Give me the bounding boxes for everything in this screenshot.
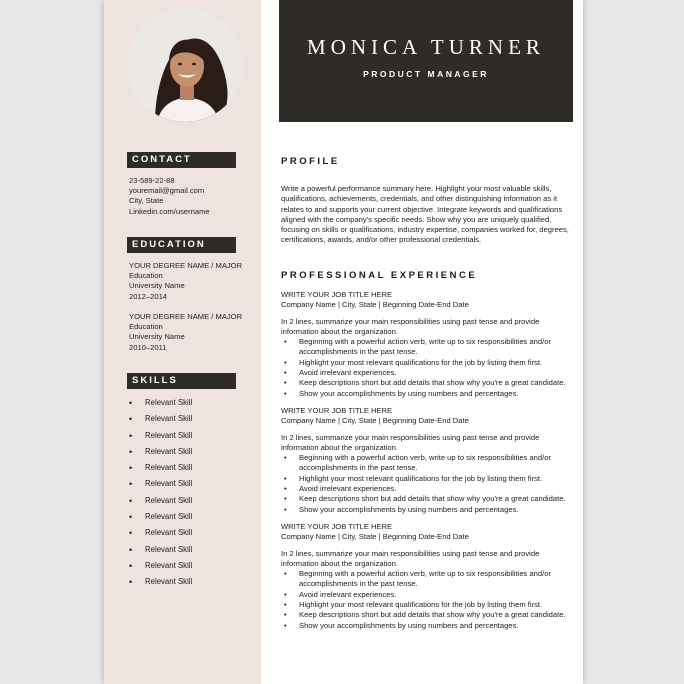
skill-item: • Relevant Skill (129, 543, 192, 559)
skill-item: • Relevant Skill (129, 429, 192, 445)
job-entry (281, 522, 577, 631)
education-degree: YOUR DEGREE NAME / MAJOR (129, 261, 243, 270)
job-title: WRITE YOUR JOB TITLE HERE (281, 290, 393, 299)
job-bullet: • Show your accomplishments by using numbers and percentages. (281, 389, 577, 399)
job-bullet: • Show your accomplishments by using numbers and percentages. (281, 621, 577, 631)
portrait-icon (127, 8, 243, 122)
profile-text: Write a powerful performance summary here. Highlight your most valuable skills, qualifications, achievements, credentials, and other distinguishing information as it relates to and supports your current objective. Integrate keywords and qualifications aligned with the company's specific needs. Show why you are uniquely qualified, focusing on skills or qualifications, industry expertise, companies worked for, degrees, certifications, awards, and/or other professional credentials. (281, 184, 569, 245)
candidate-role: PRODUCT MANAGER (363, 69, 489, 79)
job-bullet: • Avoid irrelevant experiences. (281, 484, 577, 494)
skill-item: • Relevant Skill (129, 559, 192, 575)
education-school: University Name (129, 281, 185, 291)
job-title: WRITE YOUR JOB TITLE HERE (281, 522, 393, 531)
skills-list (129, 396, 192, 592)
job-bullet: • Avoid irrelevant experiences. (281, 368, 577, 378)
job-bullet: • Highlight your most relevant qualifications for the job by listing them first. (281, 600, 577, 610)
experience-heading: PROFESSIONAL EXPERIENCE (281, 270, 478, 281)
skill-item: • Relevant Skill (129, 510, 192, 526)
job-bullet: • Beginning with a powerful action verb, write up to six responsibilities and/or accomplishments in the past tense. (281, 453, 577, 474)
job-bullets (281, 453, 577, 515)
skill-item: • Relevant Skill (129, 396, 192, 412)
education-degree: YOUR DEGREE NAME / MAJOR (129, 312, 243, 321)
profile-heading: PROFILE (281, 156, 340, 167)
education-field: Education (129, 271, 163, 281)
job-bullet: • Beginning with a powerful action verb, write up to six responsibilities and/or accomplishments in the past tense. (281, 337, 577, 358)
contact-linkedin: Linkedin.com/username (129, 206, 210, 216)
name-banner (279, 0, 573, 122)
resume-page (104, 0, 583, 684)
profile-photo (127, 8, 243, 122)
job-bullet: • Keep descriptions short but add details that show why you're a great candidate. (281, 610, 577, 620)
skill-item: • Relevant Skill (129, 412, 192, 428)
education-entry (129, 261, 242, 302)
job-company: Company Name | City, State | Beginning Date-End Date (281, 532, 469, 542)
contact-heading: CONTACT (127, 152, 236, 168)
skill-item: • Relevant Skill (129, 526, 192, 542)
job-summary: In 2 lines, summarize your main responsibilities using past tense and provide information about the organization. (281, 432, 540, 452)
job-bullets (281, 337, 577, 399)
sidebar (104, 0, 261, 684)
job-bullet: • Highlight your most relevant qualifications for the job by listing them first. (281, 474, 577, 484)
education-heading: EDUCATION (127, 237, 236, 253)
job-company: Company Name | City, State | Beginning Date-End Date (281, 416, 469, 426)
skill-item: • Relevant Skill (129, 575, 192, 591)
job-entry (281, 406, 577, 515)
contact-location: City, State (129, 196, 164, 206)
skill-item: • Relevant Skill (129, 477, 192, 493)
skill-item: • Relevant Skill (129, 445, 192, 461)
skill-item: • Relevant Skill (129, 494, 192, 510)
job-summary: In 2 lines, summarize your main responsibilities using past tense and provide information about the organization. (281, 548, 540, 568)
job-bullet: • Avoid irrelevant experiences. (281, 590, 577, 600)
education-field: Education (129, 322, 163, 332)
contact-info (129, 176, 210, 217)
skill-item: • Relevant Skill (129, 461, 192, 477)
contact-email: youremail@gmail.com (129, 186, 205, 196)
job-company: Company Name | City, State | Beginning Date-End Date (281, 300, 469, 310)
education-entry (129, 312, 242, 353)
job-bullet: • Keep descriptions short but add details that show why you're a great candidate. (281, 378, 577, 388)
contact-phone: 23-589-22-88 (129, 176, 175, 185)
job-title: WRITE YOUR JOB TITLE HERE (281, 406, 393, 415)
candidate-name: MONICA TURNER (307, 35, 545, 59)
education-years: 2010–2011 (129, 342, 167, 352)
job-bullet: • Keep descriptions short but add details that show why you're a great candidate. (281, 494, 577, 504)
job-bullet: • Show your accomplishments by using numbers and percentages. (281, 505, 577, 515)
job-bullet: • Beginning with a powerful action verb, write up to six responsibilities and/or accomplishments in the past tense. (281, 569, 577, 590)
education-years: 2012–2014 (129, 291, 168, 301)
education-school: University Name (129, 332, 185, 342)
skills-heading: SKILLS (127, 373, 236, 389)
job-entry (281, 290, 577, 399)
job-summary: In 2 lines, summarize your main responsibilities using past tense and provide information about the organization. (281, 316, 540, 336)
job-bullet: • Highlight your most relevant qualifications for the job by listing them first. (281, 358, 577, 368)
job-bullets (281, 569, 577, 631)
